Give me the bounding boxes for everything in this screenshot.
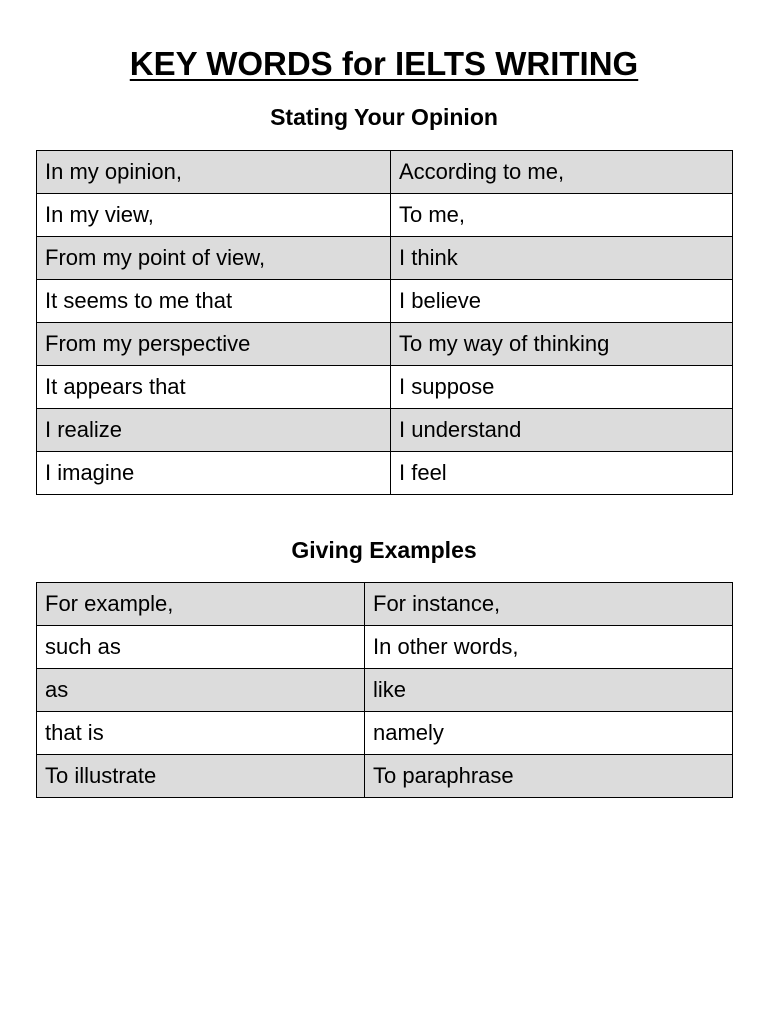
- table-cell: namely: [365, 712, 733, 755]
- table-cell: In my opinion,: [37, 151, 391, 194]
- example-phrases-table: [36, 582, 733, 798]
- table-cell: like: [365, 669, 733, 712]
- table-cell: I realize: [37, 409, 391, 452]
- table-cell: I understand: [391, 409, 733, 452]
- table-cell: In my view,: [37, 194, 391, 237]
- opinion-phrases-table: [36, 150, 733, 495]
- table-row: [37, 323, 733, 366]
- table-cell: I believe: [391, 280, 733, 323]
- table-row: [37, 194, 733, 237]
- table-cell: In other words,: [365, 626, 733, 669]
- table-row: [37, 237, 733, 280]
- section-heading-stating-opinion: Stating Your Opinion: [270, 104, 498, 130]
- table-cell: It seems to me that: [37, 280, 391, 323]
- table-row: [37, 669, 733, 712]
- table-cell: that is: [37, 712, 365, 755]
- table-cell: such as: [37, 626, 365, 669]
- table-cell: I imagine: [37, 452, 391, 495]
- table-cell: I feel: [391, 452, 733, 495]
- table-row: [37, 583, 733, 626]
- table-row: [37, 409, 733, 452]
- table-cell: To my way of thinking: [391, 323, 733, 366]
- page-title-text: KEY WORDS for IELTS WRITING: [129, 45, 639, 82]
- table-cell: It appears that: [37, 366, 391, 409]
- table-cell: I suppose: [391, 366, 733, 409]
- table-row: [37, 755, 733, 798]
- table-cell: To me,: [391, 194, 733, 237]
- table-cell: From my perspective: [37, 323, 391, 366]
- table-cell: For example,: [37, 583, 365, 626]
- table-cell: To paraphrase: [365, 755, 733, 798]
- table-row: [37, 626, 733, 669]
- table-cell: For instance,: [365, 583, 733, 626]
- table-cell: as: [37, 669, 365, 712]
- table-cell: According to me,: [391, 151, 733, 194]
- page-title: [0, 44, 768, 84]
- table-row: [37, 452, 733, 495]
- table-cell: To illustrate: [37, 755, 365, 798]
- table-row: [37, 712, 733, 755]
- table-row: [37, 366, 733, 409]
- table-row: [37, 280, 733, 323]
- table-cell: From my point of view,: [37, 237, 391, 280]
- section-heading-giving-examples: Giving Examples: [291, 537, 477, 563]
- table-row: [37, 151, 733, 194]
- table-cell: I think: [391, 237, 733, 280]
